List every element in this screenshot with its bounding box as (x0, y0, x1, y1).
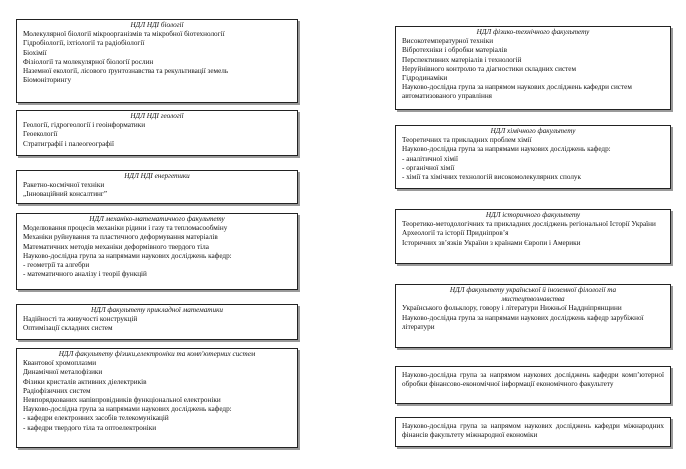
lab-box-title: НДЛ фізико-технічного факультету (476, 28, 590, 36)
lab-item: Теоретичних та прикладних проблем хімії (402, 136, 532, 145)
lab-item: Перспективних матеріалів і технологій (402, 55, 522, 64)
lab-item: Неруйнівного контролю та діагностики складних систем (402, 64, 577, 73)
lab-item: - геометрії та алгебри (23, 261, 90, 270)
lab-item: Науково-дослідна група за напрямами наукових досліджень кафедр: (23, 405, 232, 414)
lab-item: Стратиграфії і палеогеографії (23, 139, 114, 148)
lab-item: Математичних методів механіки деформівного твердого тіла (23, 242, 209, 251)
lab-item: Моделювання процесів механіки рідини і газу та тепломасообміну (23, 224, 228, 233)
lab-item: Наземної екології, лісового ґрунтознавства та рекультивації земель (23, 67, 229, 76)
lab-item: Гідродинаміки (402, 74, 448, 83)
lab-item: Динамічної металофізики (23, 368, 103, 377)
lab-box-philology (395, 284, 671, 348)
lab-box-chemistry (395, 125, 671, 189)
lab-item: Біохімії (23, 48, 47, 57)
lab-item: Невпорядкованих напівпровідників функціональної електроніки (23, 396, 221, 405)
lab-item: Науково-дослідна група за напрямом наукових досліджень кафедри систем автоматизованого управління (402, 83, 632, 101)
lab-item: - кафедри електронних засобів телекомунікацій (23, 414, 169, 423)
lab-box-title: НДЛ НДІ енергетики (124, 172, 190, 180)
lab-box-applied-math (16, 304, 298, 340)
lab-box-physics-electronics (16, 348, 298, 448)
lab-box-energetics (16, 170, 298, 204)
lab-item: Квантової хромоплазми (23, 359, 97, 368)
lab-item: Археології та історії Придніпров’я (402, 229, 509, 238)
lab-item: Українського фольклору, говору і літератури Нижньої Наддніпрянщини (402, 304, 622, 313)
lab-item: - органічної хімії (402, 163, 455, 172)
lab-box-biology (16, 19, 298, 103)
lab-item: Молекулярної біології мікроорганізмів та мікробної біотехнології (23, 30, 225, 39)
lab-item: Науково-дослідна група за напрямами наукових досліджень кафедр: (23, 251, 232, 260)
lab-box-mechmath (16, 213, 298, 290)
lab-item: Історичних зв’язків України з країнами Європи і Америки (402, 238, 581, 247)
lab-item: Гідробіології, іхтіології та радіобіології (23, 39, 145, 48)
lab-item: Науково-дослідна група за напрямами наукових досліджень кафедр: (402, 145, 611, 154)
lab-box-physics-technical (395, 26, 671, 110)
lab-box-title: НДЛ механіко-математичного факультету (89, 215, 225, 223)
lab-item: „Інноваційний консалтинг” (23, 190, 108, 199)
lab-box-title: НДЛ хімічного факультету (490, 127, 576, 135)
lab-item: Надійності та живучості конструкцій (23, 315, 138, 324)
lab-item: - кафедри твердого тіла та оптоелектроніки (23, 423, 157, 432)
lab-item: Геології, гідрогеології і геоінформатики (23, 121, 146, 130)
lab-box-geology (16, 110, 298, 156)
lab-item: Науково-дослідна група за напрямом наукових досліджень кафедри міжнародних фінансів факультету міжнародної економіки (402, 422, 664, 440)
lab-item: Оптимізації складних систем (23, 324, 113, 333)
lab-box-international-economics (395, 417, 671, 447)
lab-box-economics (395, 366, 671, 404)
lab-item: Геоекології (23, 130, 58, 139)
lab-item: Вібротехніки і обробки матеріалів (402, 46, 508, 55)
lab-box-title: НДЛ НДІ біології (130, 21, 184, 29)
lab-item: Радіофізичних систем (23, 386, 91, 395)
lab-box-title: НДЛ факультету фізики,електроніки та комп'ютерних систем (58, 350, 256, 358)
lab-item: Теоретико-методологічних та прикладних досліджень регіональної Історії України (402, 220, 656, 229)
lab-box-history (395, 209, 671, 264)
lab-box-title: НДЛ історичного факультету (485, 211, 581, 219)
lab-box-title: НДЛ факультету української й іноземної філології та мистецтвознавства (449, 286, 617, 304)
lab-item: - хімії та хімічних технологій високомолекулярних сполук (402, 173, 581, 182)
lab-item: Фізики кристалів активних діелектриків (23, 377, 147, 386)
lab-item: Механіки руйнування та пластичного деформування матеріалів (23, 233, 218, 242)
lab-item: Високотемпературної техніки (402, 37, 494, 46)
lab-item: Фізіології та молекулярної біології рослин (23, 57, 154, 66)
lab-item: Ракетно-космічної техніки (23, 181, 105, 190)
lab-item: Науково-дослідна група за напрямом наукових досліджень кафедри комп’ютерної обробки фінансово-економічної інформації економічного факультету (402, 371, 664, 389)
lab-box-title: НДЛ факультету прикладної математики (90, 306, 224, 314)
lab-item: - математичного аналізу і теорії функцій (23, 270, 147, 279)
lab-item: Біомоніторингу (23, 76, 72, 85)
lab-item: Науково-дослідна група за напрямами наукових досліджень кафедр зарубіжної літератури (402, 313, 644, 331)
lab-item: - аналітичної хімії (402, 154, 459, 163)
lab-box-title: НДЛ НДІ геології (130, 112, 184, 120)
